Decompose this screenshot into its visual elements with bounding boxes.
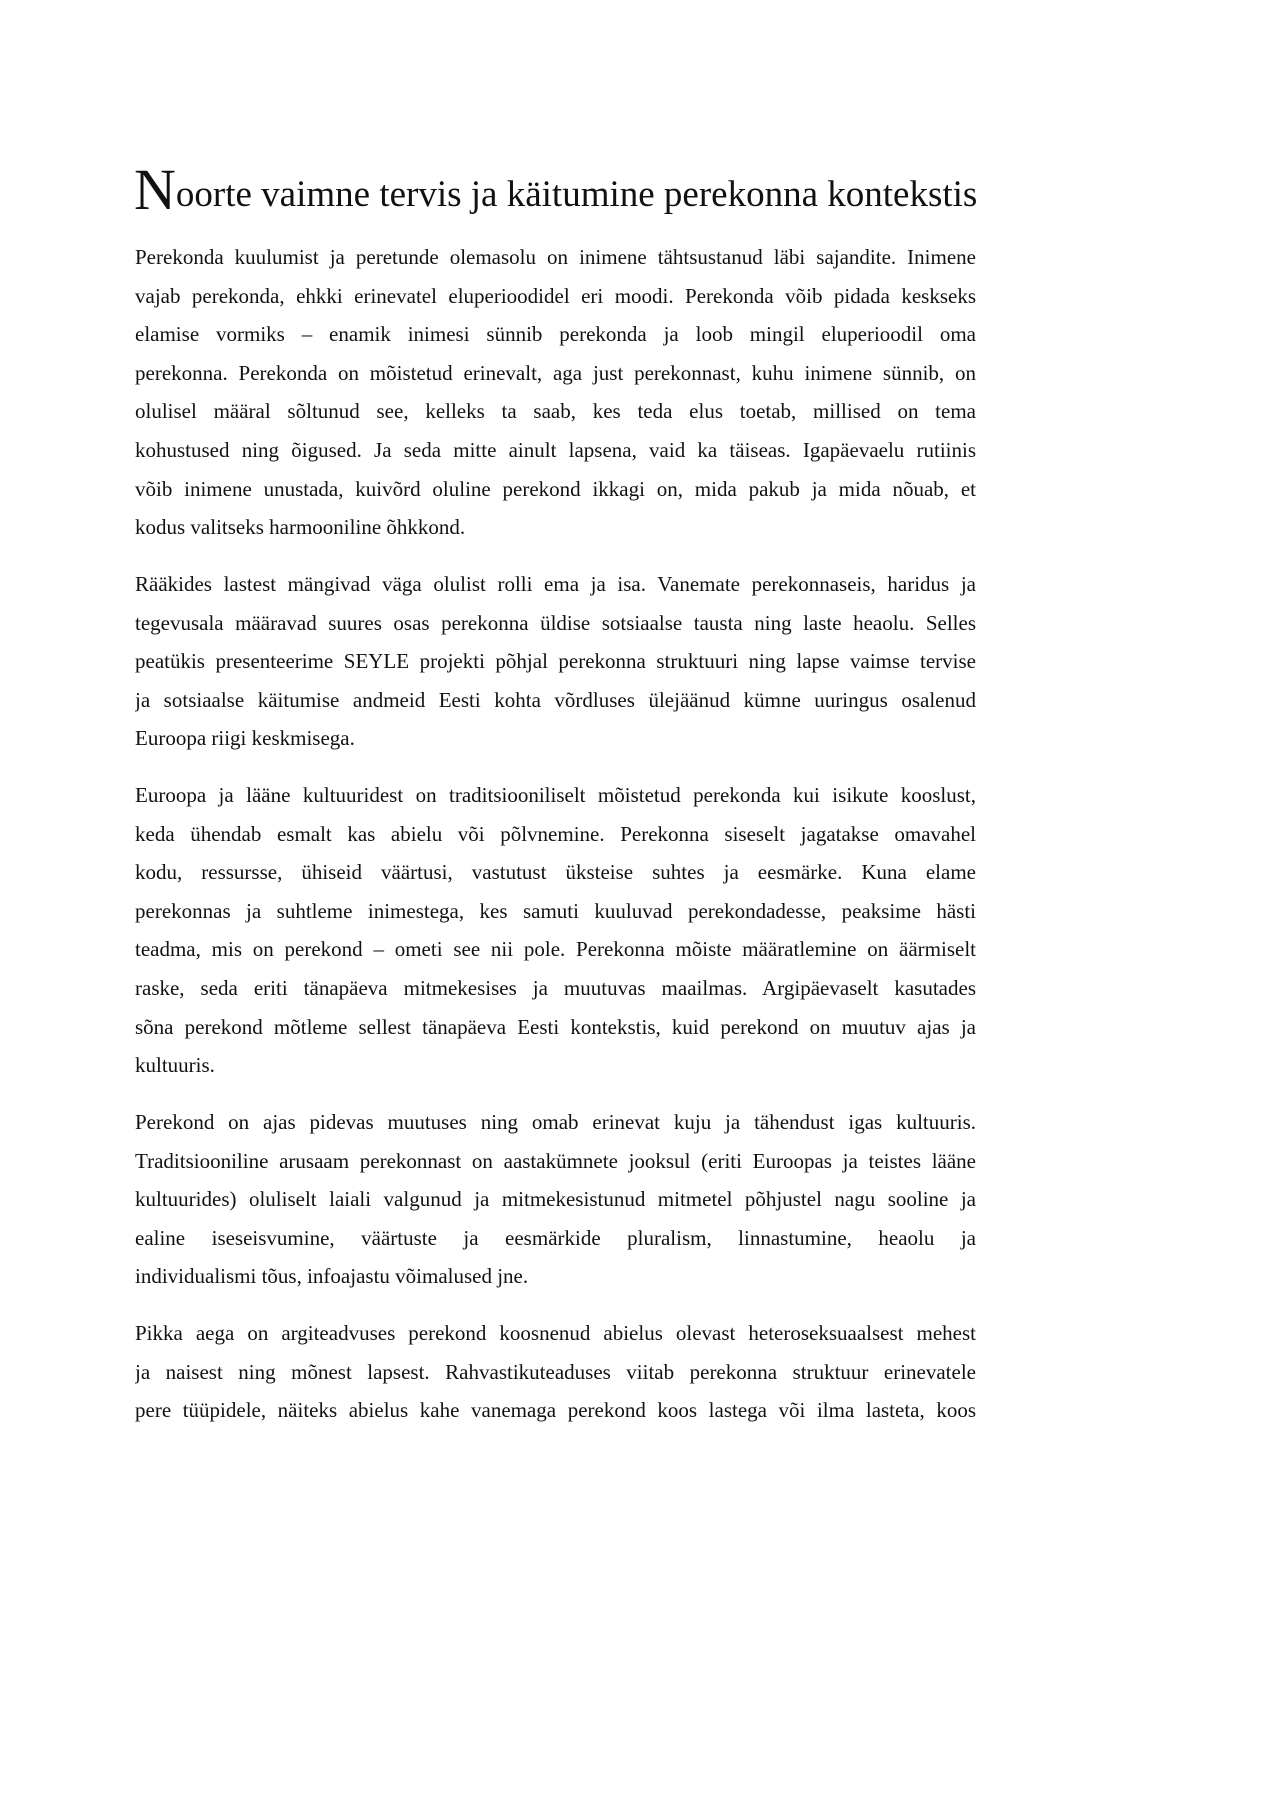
text-line: kultuurides) oluliselt laiali valgunud ja mitmekesistunud mitmetel põhjustel nagu sooline ja (135, 1187, 976, 1212)
paragraph-3 (135, 776, 976, 1085)
text-line: tegevusala määravad suures osas perekonna üldise sotsiaalse tausta ning laste heaolu. Selles (135, 610, 976, 635)
text-line: kultuuris. (135, 1053, 215, 1078)
text-line: pere tüüpidele, näiteks abielus kahe vanemaga perekond koos lastega või ilma lasteta, koos (135, 1398, 976, 1423)
paragraph-4 (135, 1103, 976, 1296)
text-line: Euroopa ja lääne kultuuridest on traditsiooniliselt mõistetud perekonda kui isikute kooslust, (135, 783, 976, 807)
paragraph-1 (135, 238, 976, 547)
text-line: raske, seda eriti tänapäeva mitmekesises ja muutuvas maailmas. Argipäevaselt kasutades (135, 975, 976, 1000)
text-line: kohustused ning õigused. Ja seda mitte ainult lapsena, vaid ka täiseas. Igapäevaelu rutiinis (135, 437, 976, 462)
text-line: kodus valitseks harmooniline õhkkond. (135, 515, 466, 540)
text-line: teadma, mis on perekond – ometi see nii pole. Perekonna mõiste määratlemine on äärmiselt (135, 937, 976, 962)
text-line: ja naisest ning mõnest lapsest. Rahvastikuteaduses viitab perekonna struktuur erinevatele (135, 1359, 976, 1384)
text-line: olulisel määral sõltunud see, kelleks ta saab, kes teda elus toetab, millised on tema (135, 399, 976, 424)
text-line: keda ühendab esmalt kas abielu või põlvnemine. Perekonna siseselt jagatakse omavahel (135, 821, 976, 846)
text-line: Perekonda kuulumist ja peretunde olemasolu on inimene tähtsustanud läbi sajandite. Inimene (135, 245, 976, 269)
text-line: perekonna. Perekonda on mõistetud erinevalt, aga just perekonnast, kuhu inimene sünnib, on (135, 360, 976, 385)
text-line: ja sotsiaalse käitumise andmeid Eesti kohta võrdluses ülejäänud kümne uuringus osalenud (135, 687, 976, 712)
text-line: peatükis presenteerime SEYLE projekti põhjal perekonna struktuuri ning lapse vaimse tervise (135, 649, 976, 674)
text-line: Pikka aega on argiteadvuses perekond koosnenud abielus olevast heteroseksuaalsest mehest (135, 1321, 976, 1345)
title-drop-cap: N (134, 157, 176, 222)
text-line: perekonnas ja suhtleme inimestega, kes samuti kuuluvad perekondadesse, peaksime hästi (135, 898, 976, 923)
text-line: sõna perekond mõtleme sellest tänapäeva Eesti kontekstis, kuid perekond on muutuv ajas ja (135, 1014, 976, 1039)
text-line: ealine iseseisvumine, väärtuste ja eesmärkide pluralism, linnastumine, heaolu ja (135, 1225, 976, 1250)
text-line: vajab perekonda, ehkki erinevatel eluperioodidel eri moodi. Perekonda võib pidada keskseks (135, 283, 976, 308)
text-line: kodu, ressursse, ühiseid väärtusi, vastutust üksteise suhtes ja eesmärke. Kuna elame (135, 860, 976, 885)
text-line: Traditsiooniline arusaam perekonnast on aastakümnete jooksul (eriti Euroopas ja teistes lääne (135, 1148, 976, 1173)
page-title (134, 157, 1034, 225)
text-line: Perekond on ajas pidevas muutuses ning omab erinevat kuju ja tähendust igas kultuuris. (135, 1110, 976, 1134)
text-line: Rääkides lastest mängivad väga olulist rolli ema ja isa. Vanemate perekonnaseis, haridus ja (135, 572, 976, 596)
paragraph-2 (135, 565, 976, 758)
text-line: Euroopa riigi keskmisega. (135, 726, 355, 751)
text-line: elamise vormiks – enamik inimesi sünnib perekonda ja loob mingil eluperioodil oma (135, 322, 976, 347)
paragraph-5 (135, 1314, 976, 1430)
title-text: oorte vaimne tervis ja käitumine perekonna kontekstis (175, 174, 978, 215)
text-line: võib inimene unustada, kuivõrd oluline perekond ikkagi on, mida pakub ja mida nõuab, et (135, 476, 976, 501)
text-line: individualismi tõus, infoajastu võimalused jne. (135, 1264, 529, 1289)
